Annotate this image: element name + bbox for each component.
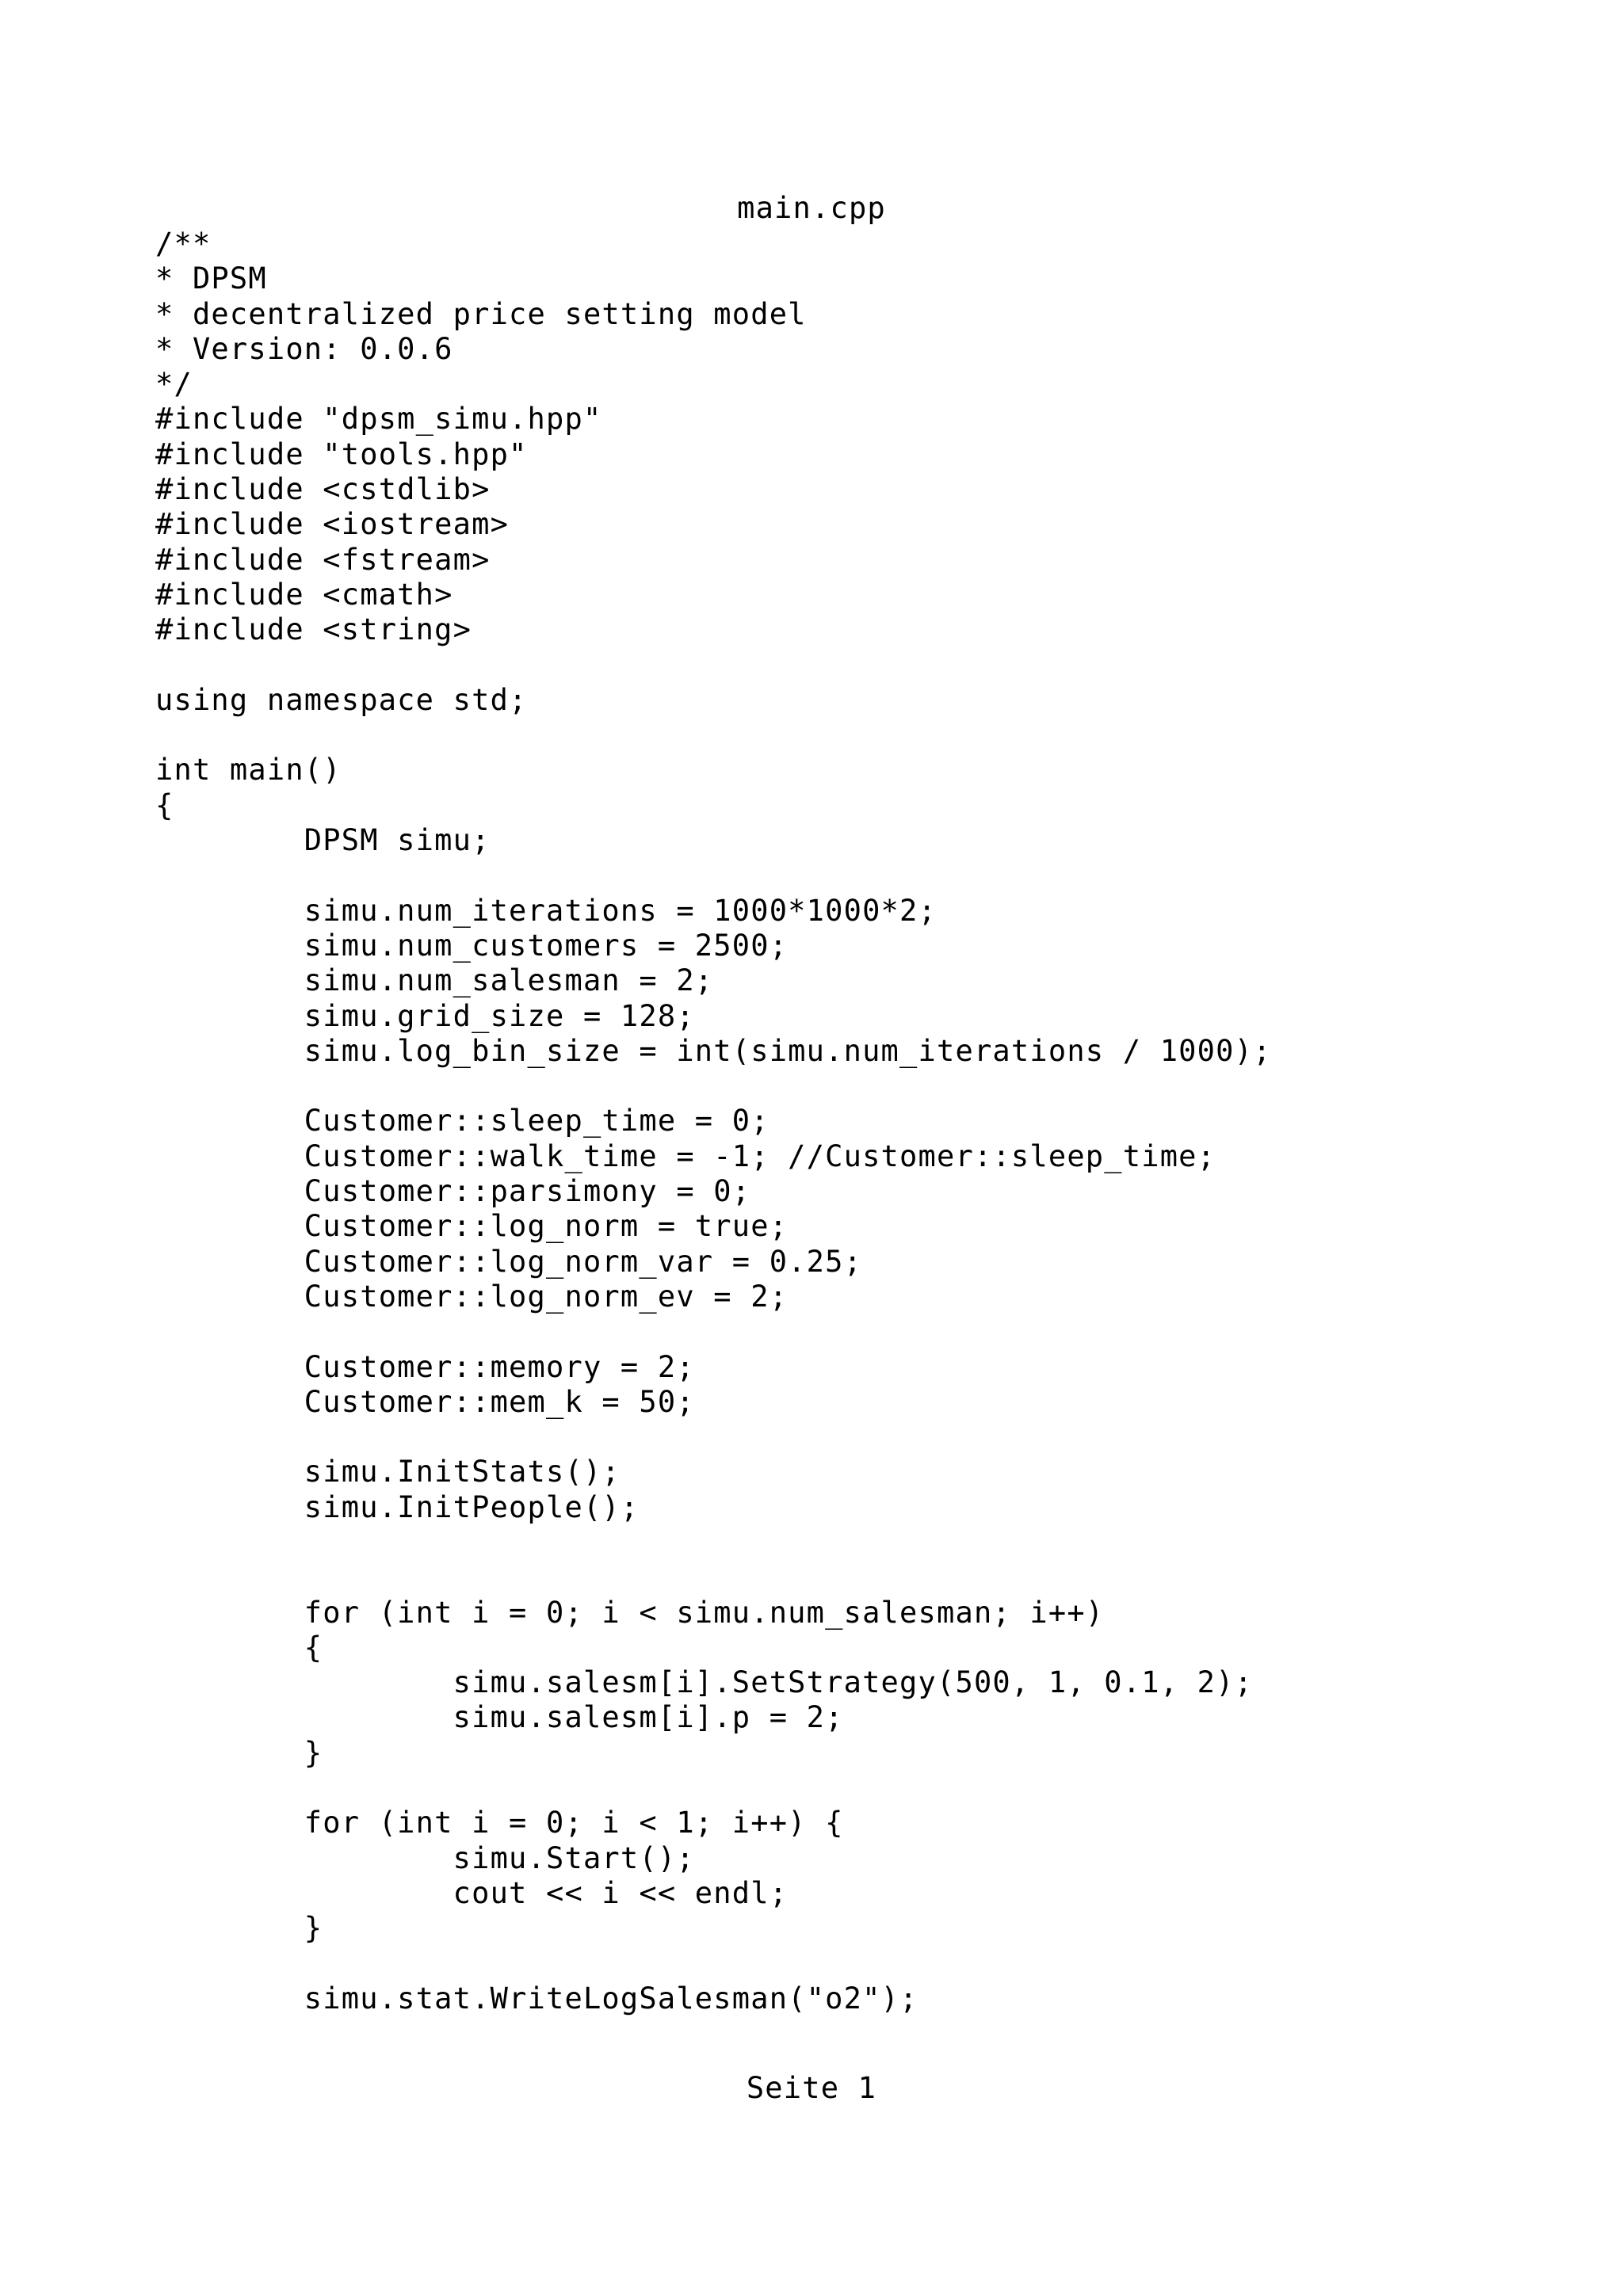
code-line: simu.num_salesman = 2; — [155, 963, 714, 998]
code-line: } — [155, 1911, 323, 1946]
code-line: } — [155, 1735, 323, 1770]
code-line: simu.InitStats(); — [155, 1455, 621, 1489]
code-line: simu.num_iterations = 1000*1000*2; — [155, 893, 937, 928]
source-code-block — [155, 227, 1272, 2016]
code-line: * decentralized price setting model — [155, 296, 807, 331]
code-line — [155, 1525, 1272, 1560]
code-line: simu.num_customers = 2500; — [155, 928, 789, 963]
code-line: #include <cstdlib> — [155, 472, 491, 507]
code-line: int main() — [155, 753, 342, 788]
page-footer: Seite 1 — [746, 2071, 877, 2105]
code-line: #include <iostream> — [155, 507, 510, 542]
code-line: { — [155, 788, 174, 822]
code-line: simu.Start(); — [155, 1840, 695, 1875]
code-line — [155, 718, 1272, 753]
code-line: using namespace std; — [155, 682, 528, 717]
code-line: Customer::parsimony = 0; — [155, 1174, 751, 1209]
code-line: * Version: 0.0.6 — [155, 331, 453, 366]
code-line — [155, 1069, 1272, 1104]
code-line: DPSM simu; — [155, 823, 491, 858]
code-line — [155, 1947, 1272, 1981]
code-line — [155, 1420, 1272, 1455]
code-line: Customer::log_norm = true; — [155, 1209, 789, 1244]
code-line — [155, 1560, 1272, 1595]
code-line — [155, 858, 1272, 893]
code-line — [155, 1771, 1272, 1806]
code-line: for (int i = 0; i < simu.num_salesman; i++) — [155, 1595, 1105, 1630]
code-line: Customer::walk_time = -1; //Customer::sleep_time; — [155, 1138, 1216, 1173]
code-line: */ — [155, 367, 193, 402]
code-line — [155, 648, 1272, 683]
file-title: main.cpp — [737, 191, 886, 225]
code-line: #include <fstream> — [155, 542, 491, 577]
code-line: simu.InitPeople(); — [155, 1489, 640, 1524]
code-line — [155, 1314, 1272, 1349]
code-line: #include <string> — [155, 612, 472, 647]
code-line: simu.salesm[i].p = 2; — [155, 1700, 844, 1735]
code-line: #include "tools.hpp" — [155, 437, 528, 471]
code-line: Customer::memory = 2; — [155, 1349, 695, 1384]
code-line: simu.grid_size = 128; — [155, 998, 695, 1033]
code-line: Customer::log_norm_ev = 2; — [155, 1279, 789, 1314]
code-line: #include <cmath> — [155, 577, 453, 612]
code-line: simu.salesm[i].SetStrategy(500, 1, 0.1, 2); — [155, 1665, 1254, 1700]
code-line: { — [155, 1630, 323, 1665]
code-line: Customer::mem_k = 50; — [155, 1384, 695, 1419]
code-line: simu.stat.WriteLogSalesman("o2"); — [155, 1981, 918, 2016]
code-line: Customer::log_norm_var = 0.25; — [155, 1244, 863, 1279]
code-line: simu.log_bin_size = int(simu.num_iterations / 1000); — [155, 1033, 1272, 1068]
code-line: /** — [155, 227, 212, 261]
code-line: for (int i = 0; i < 1; i++) { — [155, 1806, 844, 1840]
code-line: * DPSM — [155, 261, 267, 296]
code-line: #include "dpsm_simu.hpp" — [155, 402, 602, 437]
code-line: cout << i << endl; — [155, 1875, 789, 1910]
code-line: Customer::sleep_time = 0; — [155, 1104, 769, 1138]
